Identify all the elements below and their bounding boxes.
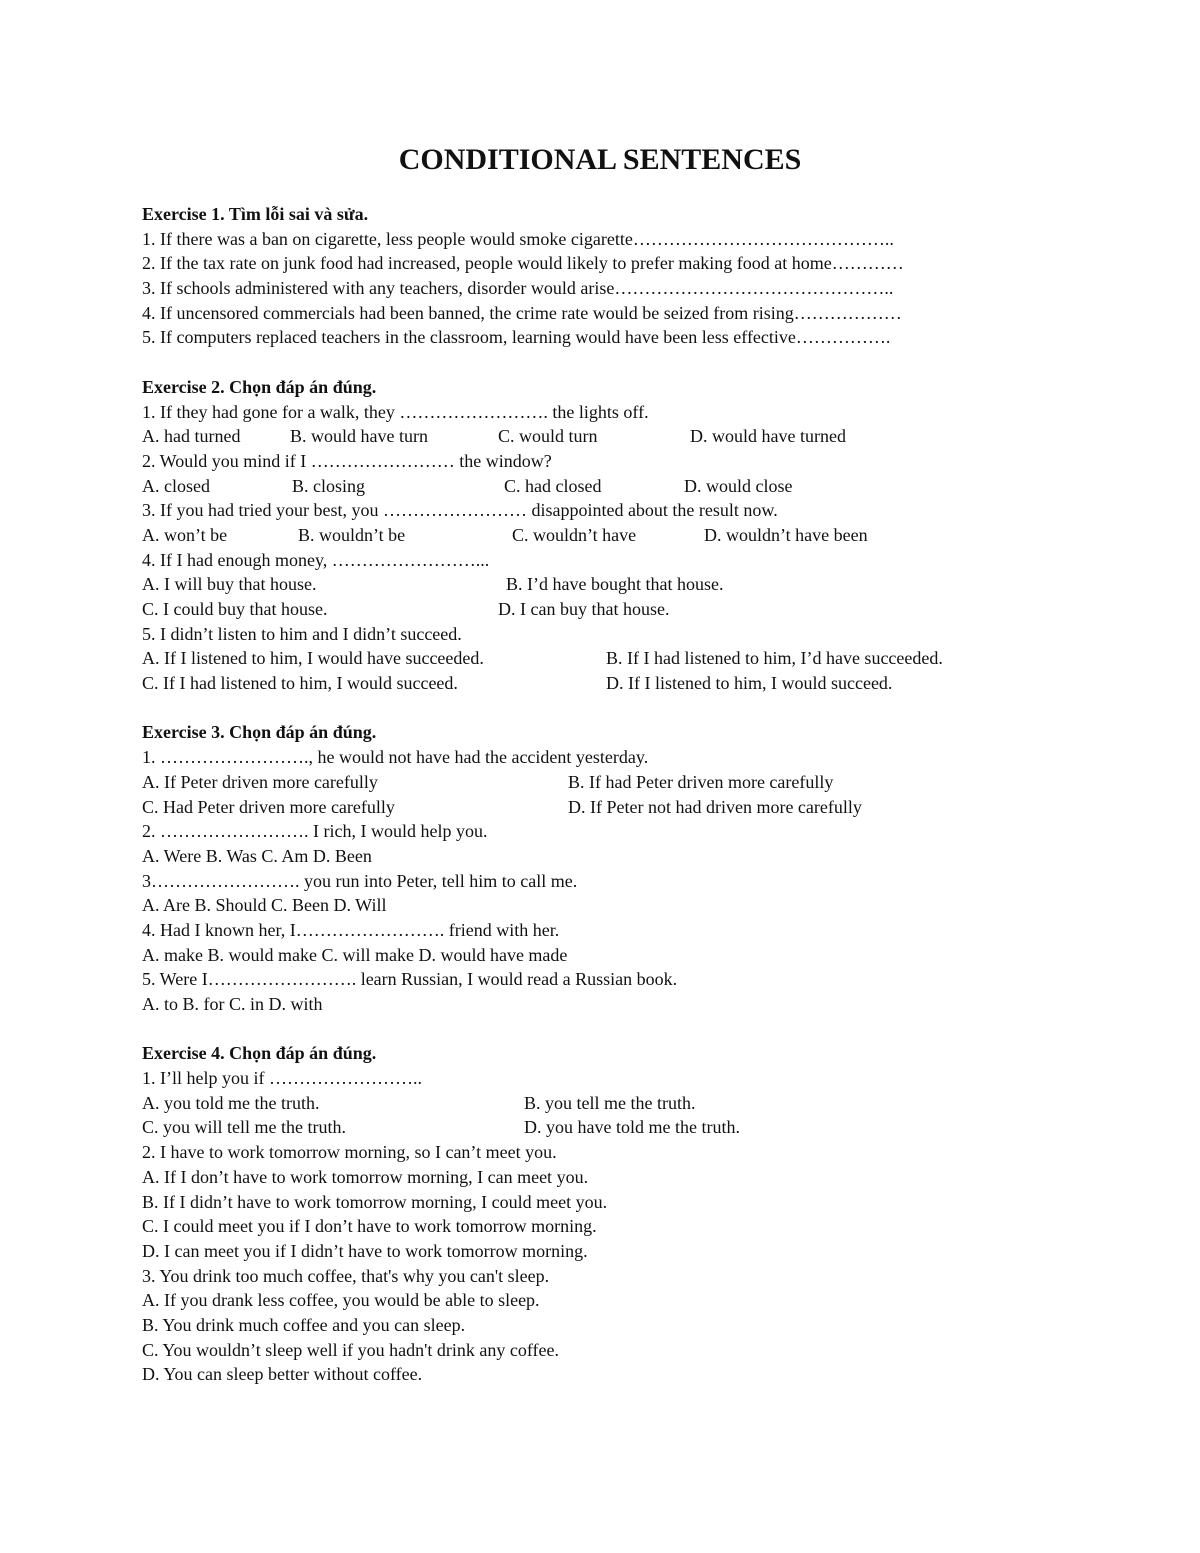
exercise-4-option-2b: B. If I didn’t have to work tomorrow morning, I could meet you.	[142, 1191, 608, 1212]
exercise-4-option-3b: B. You drink much coffee and you can sleep.	[142, 1314, 466, 1335]
exercise-3-question-3: 3……………………. you run into Peter, tell him to call me.	[142, 870, 578, 891]
exercise-3-options-3: A. Are B. Should C. Been D. Will	[142, 895, 387, 916]
exercise-2-question-1: 1. If they had gone for a walk, they ……………………. the lights off.	[142, 401, 649, 422]
exercise-4-option-2d: D. I can meet you if I didn’t have to work tomorrow morning.	[142, 1240, 588, 1261]
exercise-3-options-2: A. Were B. Was C. Am D. Been	[142, 845, 372, 866]
exercise-4-option-2c: C. I could meet you if I don’t have to work tomorrow morning.	[142, 1216, 597, 1237]
option-b: B. If had Peter driven more carefully	[568, 771, 834, 792]
option-b: B. wouldn’t be	[298, 524, 406, 545]
option-b: B. closing	[292, 475, 366, 496]
option-b: B. would have turn	[290, 426, 428, 447]
document-body	[142, 202, 1142, 1387]
option-d: D. If Peter not had driven more carefully	[568, 796, 862, 817]
option-c: C. I could buy that house.	[142, 599, 328, 619]
exercise-3-options-1b	[142, 795, 1142, 820]
exercise-2-options-3	[142, 523, 1142, 548]
exercise-3-question-4: 4. Had I known her, I……………………. friend with her.	[142, 919, 560, 940]
option-c: C. If I had listened to him, I would succeed.	[142, 673, 458, 694]
exercise-3-question-5: 5. Were I……………………. learn Russian, I would read a Russian book.	[142, 969, 678, 990]
exercise-2-options-4a	[142, 572, 1142, 597]
option-d: D. I can buy that house.	[498, 599, 670, 619]
option-b: B. I’d have bought that house.	[506, 574, 724, 595]
option-a: A. closed	[142, 475, 210, 496]
option-d: D. wouldn’t have been	[704, 524, 868, 545]
exercise-1-heading: Exercise 1. Tìm lỗi sai và sửa.	[142, 204, 369, 224]
option-a: A. If Peter driven more carefully	[142, 771, 378, 792]
exercise-4-question-1: 1. I’ll help you if ……………………..	[142, 1068, 422, 1089]
option-c: C. you will tell me the truth.	[142, 1117, 346, 1138]
option-c: C. would turn	[498, 426, 598, 447]
exercise-2-options-5b	[142, 671, 1142, 696]
option-a: A. I will buy that house.	[142, 574, 317, 595]
exercise-4-option-3d: D. You can sleep better without coffee.	[142, 1364, 423, 1385]
exercise-3-heading: Exercise 3. Chọn đáp án đúng.	[142, 722, 377, 743]
exercise-3-question-2: 2. ……………………. I rich, I would help you.	[142, 821, 488, 842]
exercise-3-options-4: A. make B. would make C. will make D. would have made	[142, 944, 568, 965]
option-a: A. If I listened to him, I would have succeeded.	[142, 648, 484, 669]
exercise-2-question-4: 4. If I had enough money, ……………………...	[142, 549, 490, 570]
exercise-2-options-5a	[142, 646, 1142, 671]
exercise-4-options-1b	[142, 1115, 1142, 1140]
option-c: C. Had Peter driven more carefully	[142, 796, 395, 817]
exercise-1-item-2: 2. If the tax rate on junk food had increased, people would likely to prefer making food at home…………	[142, 253, 904, 274]
exercise-1-item-3: 3. If schools administered with any teachers, disorder would arise………………………………………..	[142, 278, 894, 299]
exercise-4-option-2a: A. If I don’t have to work tomorrow morning, I can meet you.	[142, 1166, 589, 1187]
option-d: D. you have told me the truth.	[524, 1117, 740, 1138]
option-d: D. If I listened to him, I would succeed.	[606, 673, 893, 694]
option-a: A. won’t be	[142, 524, 228, 545]
exercise-4-option-3a: A. If you drank less coffee, you would be able to sleep.	[142, 1290, 540, 1311]
exercise-1-item-5: 5. If computers replaced teachers in the classroom, learning would have been less effective…………….	[142, 327, 891, 348]
exercise-2-options-4b	[142, 597, 1142, 622]
exercise-3-question-1: 1. ……………………., he would not have had the accident yesterday.	[142, 747, 649, 768]
exercise-4-question-3: 3. You drink too much coffee, that's why you can't sleep.	[142, 1265, 550, 1286]
option-b: B. you tell me the truth.	[524, 1092, 696, 1113]
exercise-2-question-3: 3. If you had tried your best, you …………………… disappointed about the result now.	[142, 500, 778, 521]
exercise-2-options-1	[142, 424, 1142, 449]
exercise-2-heading: Exercise 2. Chọn đáp án đúng.	[142, 376, 377, 397]
exercise-1-item-1: 1. If there was a ban on cigarette, less people would smoke cigarette……………………………………..	[142, 228, 894, 249]
exercise-2-question-5: 5. I didn’t listen to him and I didn’t succeed.	[142, 623, 462, 644]
exercise-4-options-1a	[142, 1091, 1142, 1116]
exercise-3-options-1a	[142, 770, 1142, 795]
exercise-4-question-2: 2. I have to work tomorrow morning, so I can’t meet you.	[142, 1142, 557, 1163]
exercise-2-options-2	[142, 474, 1142, 499]
exercise-2-question-2: 2. Would you mind if I …………………… the window?	[142, 450, 552, 471]
exercise-3-options-5: A. to B. for C. in D. with	[142, 994, 323, 1014]
exercise-4-option-3c: C. You wouldn’t sleep well if you hadn't drink any coffee.	[142, 1339, 560, 1360]
option-c: C. wouldn’t have	[512, 524, 637, 545]
option-a: A. you told me the truth.	[142, 1092, 320, 1113]
option-a: A. had turned	[142, 426, 241, 447]
exercise-1-item-4: 4. If uncensored commercials had been banned, the crime rate would be seized from rising………………	[142, 302, 902, 323]
page-title: CONDITIONAL SENTENCES	[398, 143, 802, 176]
exercise-4-heading: Exercise 4. Chọn đáp án đúng.	[142, 1043, 377, 1064]
option-d: D. would have turned	[690, 426, 846, 447]
option-c: C. had closed	[504, 475, 602, 496]
option-b: B. If I had listened to him, I’d have succeeded.	[606, 648, 943, 669]
option-d: D. would close	[684, 475, 793, 496]
